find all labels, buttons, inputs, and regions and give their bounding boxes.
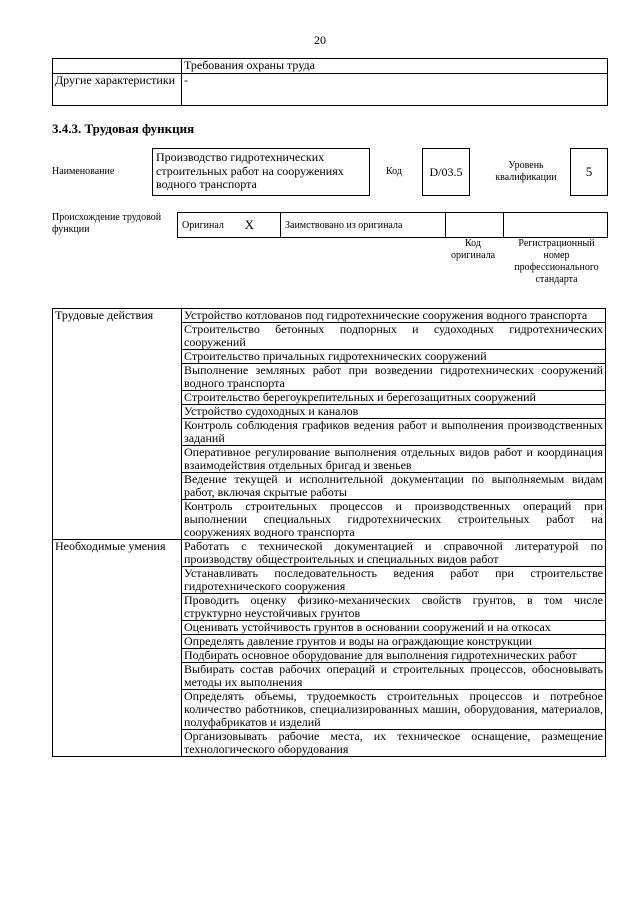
labor-action-category-label: Трудовые действия — [53, 309, 182, 540]
origin-code-cell — [445, 212, 503, 238]
skill-item: Устанавливать последовательность ведения работ при строительстве гидротехнического сооружения — [182, 567, 606, 594]
labor-action-item: Оперативное регулирование выполнения отдельных видов работ и координация взаимодействия отдельных бригад и звеньев — [182, 446, 606, 473]
skill-item: Организовывать рабочие места, их техническое оснащение, размещение технологического оборудования — [182, 730, 606, 757]
top-characteristics-table — [52, 58, 608, 106]
section-title: 3.4.3. Трудовая функция — [52, 121, 195, 136]
origin-original-label: Оригинал — [182, 219, 224, 231]
origin-borrowed-cell — [280, 212, 445, 238]
skill-item: Подбирать основное оборудование для выполнения гидротехнических работ — [182, 649, 606, 663]
origin-label: Происхождение трудовой функции — [52, 212, 162, 235]
function-code-value: D/03.5 — [429, 164, 463, 179]
name-label: Наименование — [52, 166, 115, 177]
skill-item: Работать с технической документацией и справочной литературой по производству общестроительных и специальных видов работ — [182, 540, 606, 567]
top-table-row2-label: Другие характеристики — [53, 74, 182, 106]
labor-action-row — [53, 309, 606, 323]
qualification-level-value: 5 — [585, 164, 593, 179]
labor-action-item: Строительство бетонных подпорных и судоходных гидротехнических сооружений — [182, 323, 606, 350]
skill-category-label: Необходимые умения — [53, 540, 182, 757]
function-details-table — [52, 308, 606, 757]
labor-action-item: Контроль строительных процессов и производственных операций при выполнении специальных гидротехнических строительных работ на сооружениях водного транспорта — [182, 500, 606, 540]
skill-row — [53, 540, 606, 567]
labor-action-item: Устройство котлованов под гидротехнические сооружения водного транспорта — [182, 309, 606, 323]
labor-action-item: Строительство берегоукрепительных и берегозащитных сооружений — [182, 391, 606, 405]
qualification-level-label: Уровень квалификации — [495, 160, 557, 183]
skill-item: Проводить оценку физико-механических свойств грунтов, в том числе структурно неустойчивых грунтов — [182, 594, 606, 621]
origin-original-cell — [177, 212, 280, 238]
origin-code-caption: Код оригинала — [450, 238, 496, 261]
skill-item: Оценивать устойчивость грунтов в основании сооружений и на откосах — [182, 621, 606, 635]
function-code-box — [422, 148, 470, 196]
skill-item: Определять давление грунтов и воды на ограждающие конструкции — [182, 635, 606, 649]
page-number: 20 — [314, 33, 326, 47]
origin-reg-number-cell — [503, 212, 608, 238]
top-table-empty-cell — [53, 59, 182, 74]
labor-action-item: Устройство судоходных и каналов — [182, 405, 606, 419]
labor-action-item: Строительство причальных гидротехнических сооружений — [182, 350, 606, 364]
labor-action-item: Ведение текущей и исполнительной документации по выполняемым видам работ, включая скрытые работы — [182, 473, 606, 500]
top-table-row1-value: Требования охраны труда — [182, 59, 608, 74]
skill-item: Выбирать состав рабочих операций и строительных процессов, обосновывать методы их выполнения — [182, 663, 606, 690]
labor-action-item: Контроль соблюдения графиков ведения работ и выполнения производственных заданий — [182, 419, 606, 446]
function-name-box: Производство гидротехнических строительных работ на сооружениях водного транспорта — [152, 148, 370, 196]
origin-original-mark: X — [244, 217, 254, 232]
origin-reg-number-caption: Регистрационный номер профессионального стандарта — [514, 238, 599, 285]
labor-action-item: Выполнение земляных работ при возведении гидротехнических сооружений водного транспорта — [182, 364, 606, 391]
origin-borrowed-label: Заимствовано из оригинала — [285, 219, 403, 231]
skill-item: Определять объемы, трудоемкость строительных процессов и потребное количество работников, специализированных машин, оборудования, материалов, полуфабрикатов и изделий — [182, 690, 606, 730]
top-table-row2-value: - — [182, 74, 608, 106]
qualification-level-box — [570, 148, 608, 196]
code-label: Код — [386, 166, 402, 177]
origin-row — [177, 212, 608, 238]
